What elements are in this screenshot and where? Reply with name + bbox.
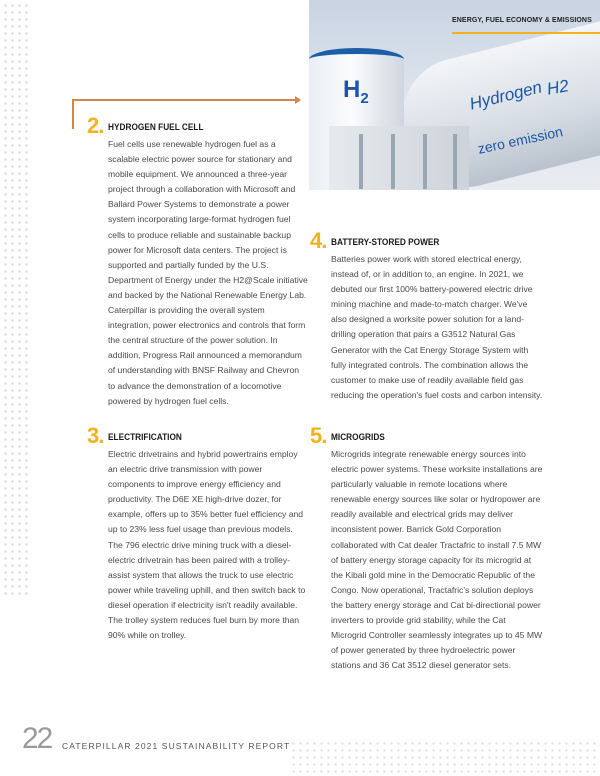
section-body: Fuel cells use renewable hydrogen fuel as a scalable electric power source for stationary and mobile equipment. We announced a three-year project through a collaboration with Microsoft and Ballard Power Systems to demonstrate a power system incorporating large-format hydrogen fuel cells to produce reliable and sustainable backup power for Microsoft data centers. The project is supported and partially funded by the U.S. Department of Energy under the H2@Scale initiative and backed by the National Renewable Energy Lab. Caterpillar is providing the overall system integration, power electronics and controls that form the central structure of the power solution. In addition, Progress Rail announced a memorandum of understanding with BNSF Railway and Chevron to advance the demonstration of a locomotive powered by hydrogen fuel cells.	[108, 139, 308, 406]
fuel-cell-units	[329, 126, 469, 190]
section-number: 2.	[87, 113, 104, 138]
section-label: ENERGY, FUEL ECONOMY & EMISSIONS	[452, 17, 592, 24]
section-number: 4.	[310, 228, 327, 253]
section-body: Microgrids integrate renewable energy sources into electric power systems. These worksite installations are particularly valuable in remote locations where renewable energy sources like solar or hydropower are readily available and electrical grids may deliver inconsistent power. Barrick Gold Corporation collaborated with Cat dealer Tractafric to install 7.5 MW of battery energy storage capacity for its microgrid at the Kibali gold mine in the Democratic Republic of the Congo. Now operational, Tractafric's solution deploys the battery energy storage and Cat bi-directional power inverters to provide grid stability, while the Cat Microgrid Controller seamlessly integrates up to 45 MW of power generated by three hydroelectric power stations and 36 Cat 3512 diesel generator sets.	[331, 449, 543, 671]
hydrogen-tanks-photo	[309, 0, 600, 190]
section-body: Batteries power work with stored electrical energy, instead of, or in addition to, an engine. In 2021, we debuted our first 100% battery-powered electric drive mining machine and made-to-match charger. We've also designed a worksite power solution for a land-drilling operation that pairs a G3512 Natural Gas Generator with the Cat Energy Storage System with fully integrated controls. The combination allows the customer to make use of readily available field gas reducing the operation's fuel costs and carbon intensity.	[331, 254, 543, 400]
connector-line	[72, 99, 296, 101]
section-title: BATTERY-STORED POWER	[331, 237, 440, 247]
section-microgrids	[310, 423, 543, 673]
arrow-right-icon	[295, 96, 301, 104]
section-number: 5.	[310, 423, 327, 448]
tank-hydrogen-label: Hydrogen	[467, 77, 544, 114]
section-number: 3.	[87, 423, 104, 448]
section-title: ELECTRIFICATION	[108, 432, 182, 442]
dot-pattern-left	[2, 2, 30, 596]
section-electrification	[87, 423, 308, 643]
report-title: CATERPILLAR 2021 SUSTAINABILITY REPORT	[62, 741, 291, 751]
tank-h2-label-2: H2	[545, 76, 571, 99]
section-battery-stored-power	[310, 228, 543, 403]
section-title: MICROGRIDS	[331, 432, 385, 442]
connector-line-vertical	[72, 99, 74, 129]
section-body: Electric drivetrains and hybrid powertrains employ an electric drive transmission with power components to improve energy efficiency and productivity. The D6E XE high-drive dozer, for example, offers up to 35% better fuel efficiency and up to 23% less fuel usage than previous models. The 796 electric drive mining truck with a diesel-electric drivetrain has been paired with a trolley-assist system that allows the truck to use electric power while traveling uphill, and then switch back to diesel operation if electricity isn't readily available. The trolley system reduces fuel burn by more than 90% while on trolley.	[108, 449, 306, 641]
section-title: HYDROGEN FUEL CELL	[108, 122, 204, 132]
tank-h2-label: $H_2$	[343, 76, 369, 107]
dot-pattern-footer	[290, 740, 600, 776]
page-number: 22	[22, 722, 52, 755]
tank-zero-emission-label: zero emission	[476, 123, 565, 157]
section-rule	[452, 32, 600, 34]
section-hydrogen-fuel-cell	[87, 113, 308, 409]
